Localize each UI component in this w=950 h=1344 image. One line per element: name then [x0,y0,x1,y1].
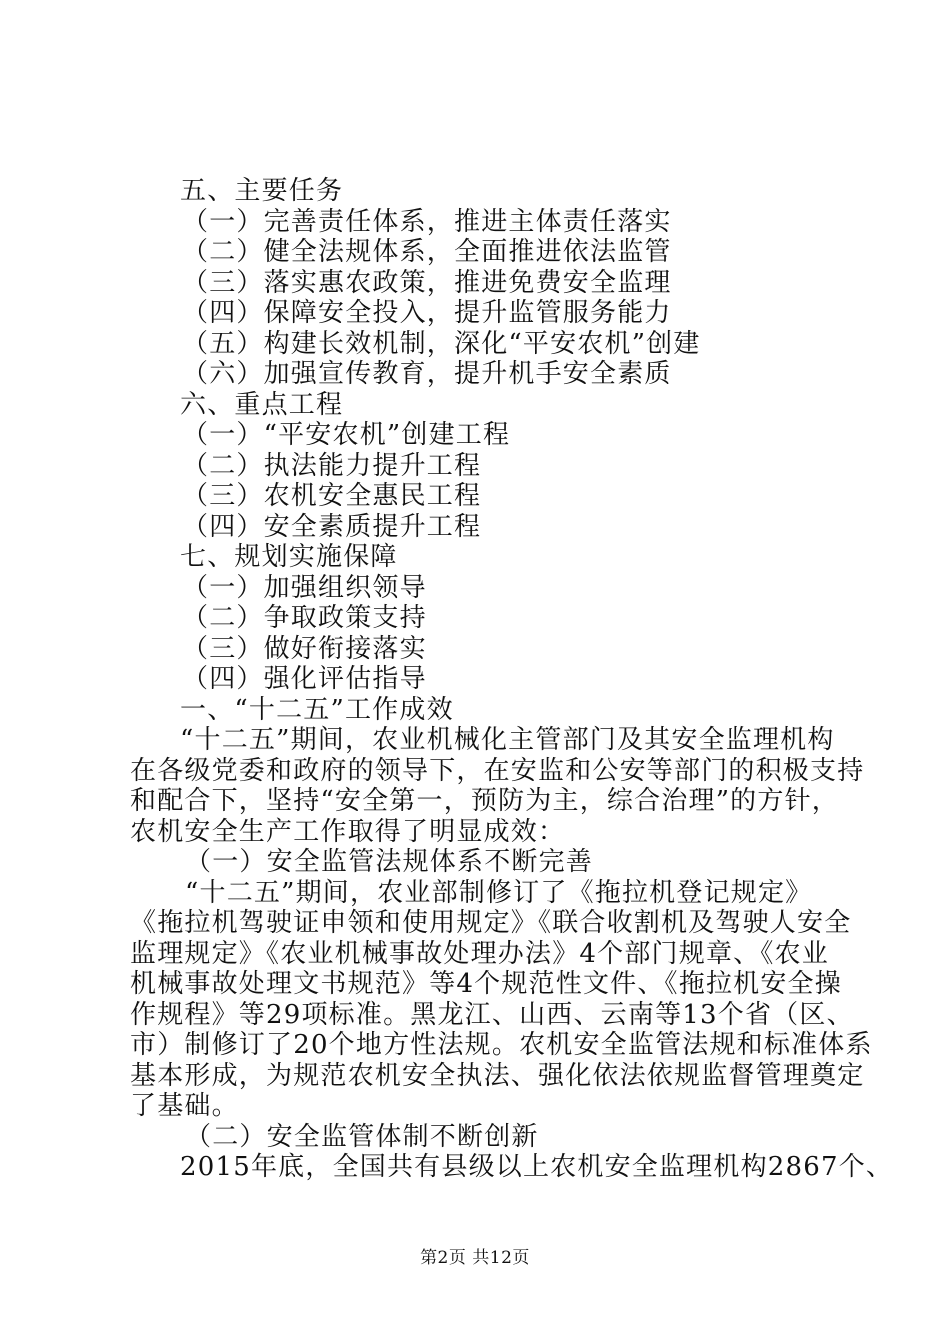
outline-item: （四）安全素质提升工程 [182,512,482,542]
outline-item: （一）“平安农机”创建工程 [182,420,511,450]
subsection-heading: （一）安全监管法规体系不断完善 [185,847,594,877]
paragraph-line: 在各级党委和政府的领导下，在安监和公安等部门的积极支持 [130,756,865,786]
paragraph-line: 作规程》等29项标准。黑龙江、山西、云南等13个省（区、 [130,1000,854,1030]
paragraph-line: 和配合下，坚持“安全第一，预防为主，综合治理”的方针， [130,786,839,816]
paragraph-line: “十二五”期间，农业部制修订了《拖拉机登记规定》 [185,878,813,908]
paragraph-line: 监理规定》《农业机械事故处理办法》4个部门规章、《农业 [130,939,829,969]
paragraph-line: 农机安全生产工作取得了明显成效： [130,817,566,847]
outline-item: （三）落实惠农政策，推进免费安全监理 [182,268,672,298]
outline-item: （三）做好衔接落实 [182,634,427,664]
outline-item: （二）争取政策支持 [182,603,427,633]
outline-item: （一）完善责任体系，推进主体责任落实 [182,207,672,237]
section-heading: 一、“十二五”工作成效 [180,695,454,725]
paragraph-line: 机械事故处理文书规范》等4个规范性文件、《拖拉机安全操 [130,969,842,999]
outline-item: （二）健全法规体系，全面推进依法监管 [182,237,672,267]
paragraph-line: 基本形成，为规范农机安全执法、强化依法依规监督管理奠定 [130,1061,865,1091]
outline-item: （三）农机安全惠民工程 [182,481,482,511]
outline-item: （六）加强宣传教育，提升机手安全素质 [182,359,672,389]
section-heading: 六、重点工程 [180,390,344,420]
subsection-heading: （二）安全监管体制不断创新 [185,1122,539,1152]
paragraph-line: “十二五”期间，农业机械化主管部门及其安全监理机构 [180,725,835,755]
section-heading: 五、主要任务 [180,176,344,206]
paragraph-line: 了基础。 [130,1091,239,1121]
outline-item: （五）构建长效机制，深化“平安农机”创建 [182,329,701,359]
paragraph-line: 市）制修订了20个地方性法规。农机安全监管法规和标准体系 [130,1030,873,1060]
paragraph-line: 《拖拉机驾驶证申领和使用规定》《联合收割机及驾驶人安全 [130,908,852,938]
page-number-footer: 第2页 共12页 [420,1248,530,1268]
outline-item: （一）加强组织领导 [182,573,427,603]
section-heading: 七、规划实施保障 [180,542,398,572]
outline-item: （四）保障安全投入，提升监管服务能力 [182,298,672,328]
outline-item: （二）执法能力提升工程 [182,451,482,481]
paragraph-line: 2015年底，全国共有县级以上农机安全监理机构2867个、 [180,1152,894,1182]
outline-item: （四）强化评估指导 [182,664,427,694]
